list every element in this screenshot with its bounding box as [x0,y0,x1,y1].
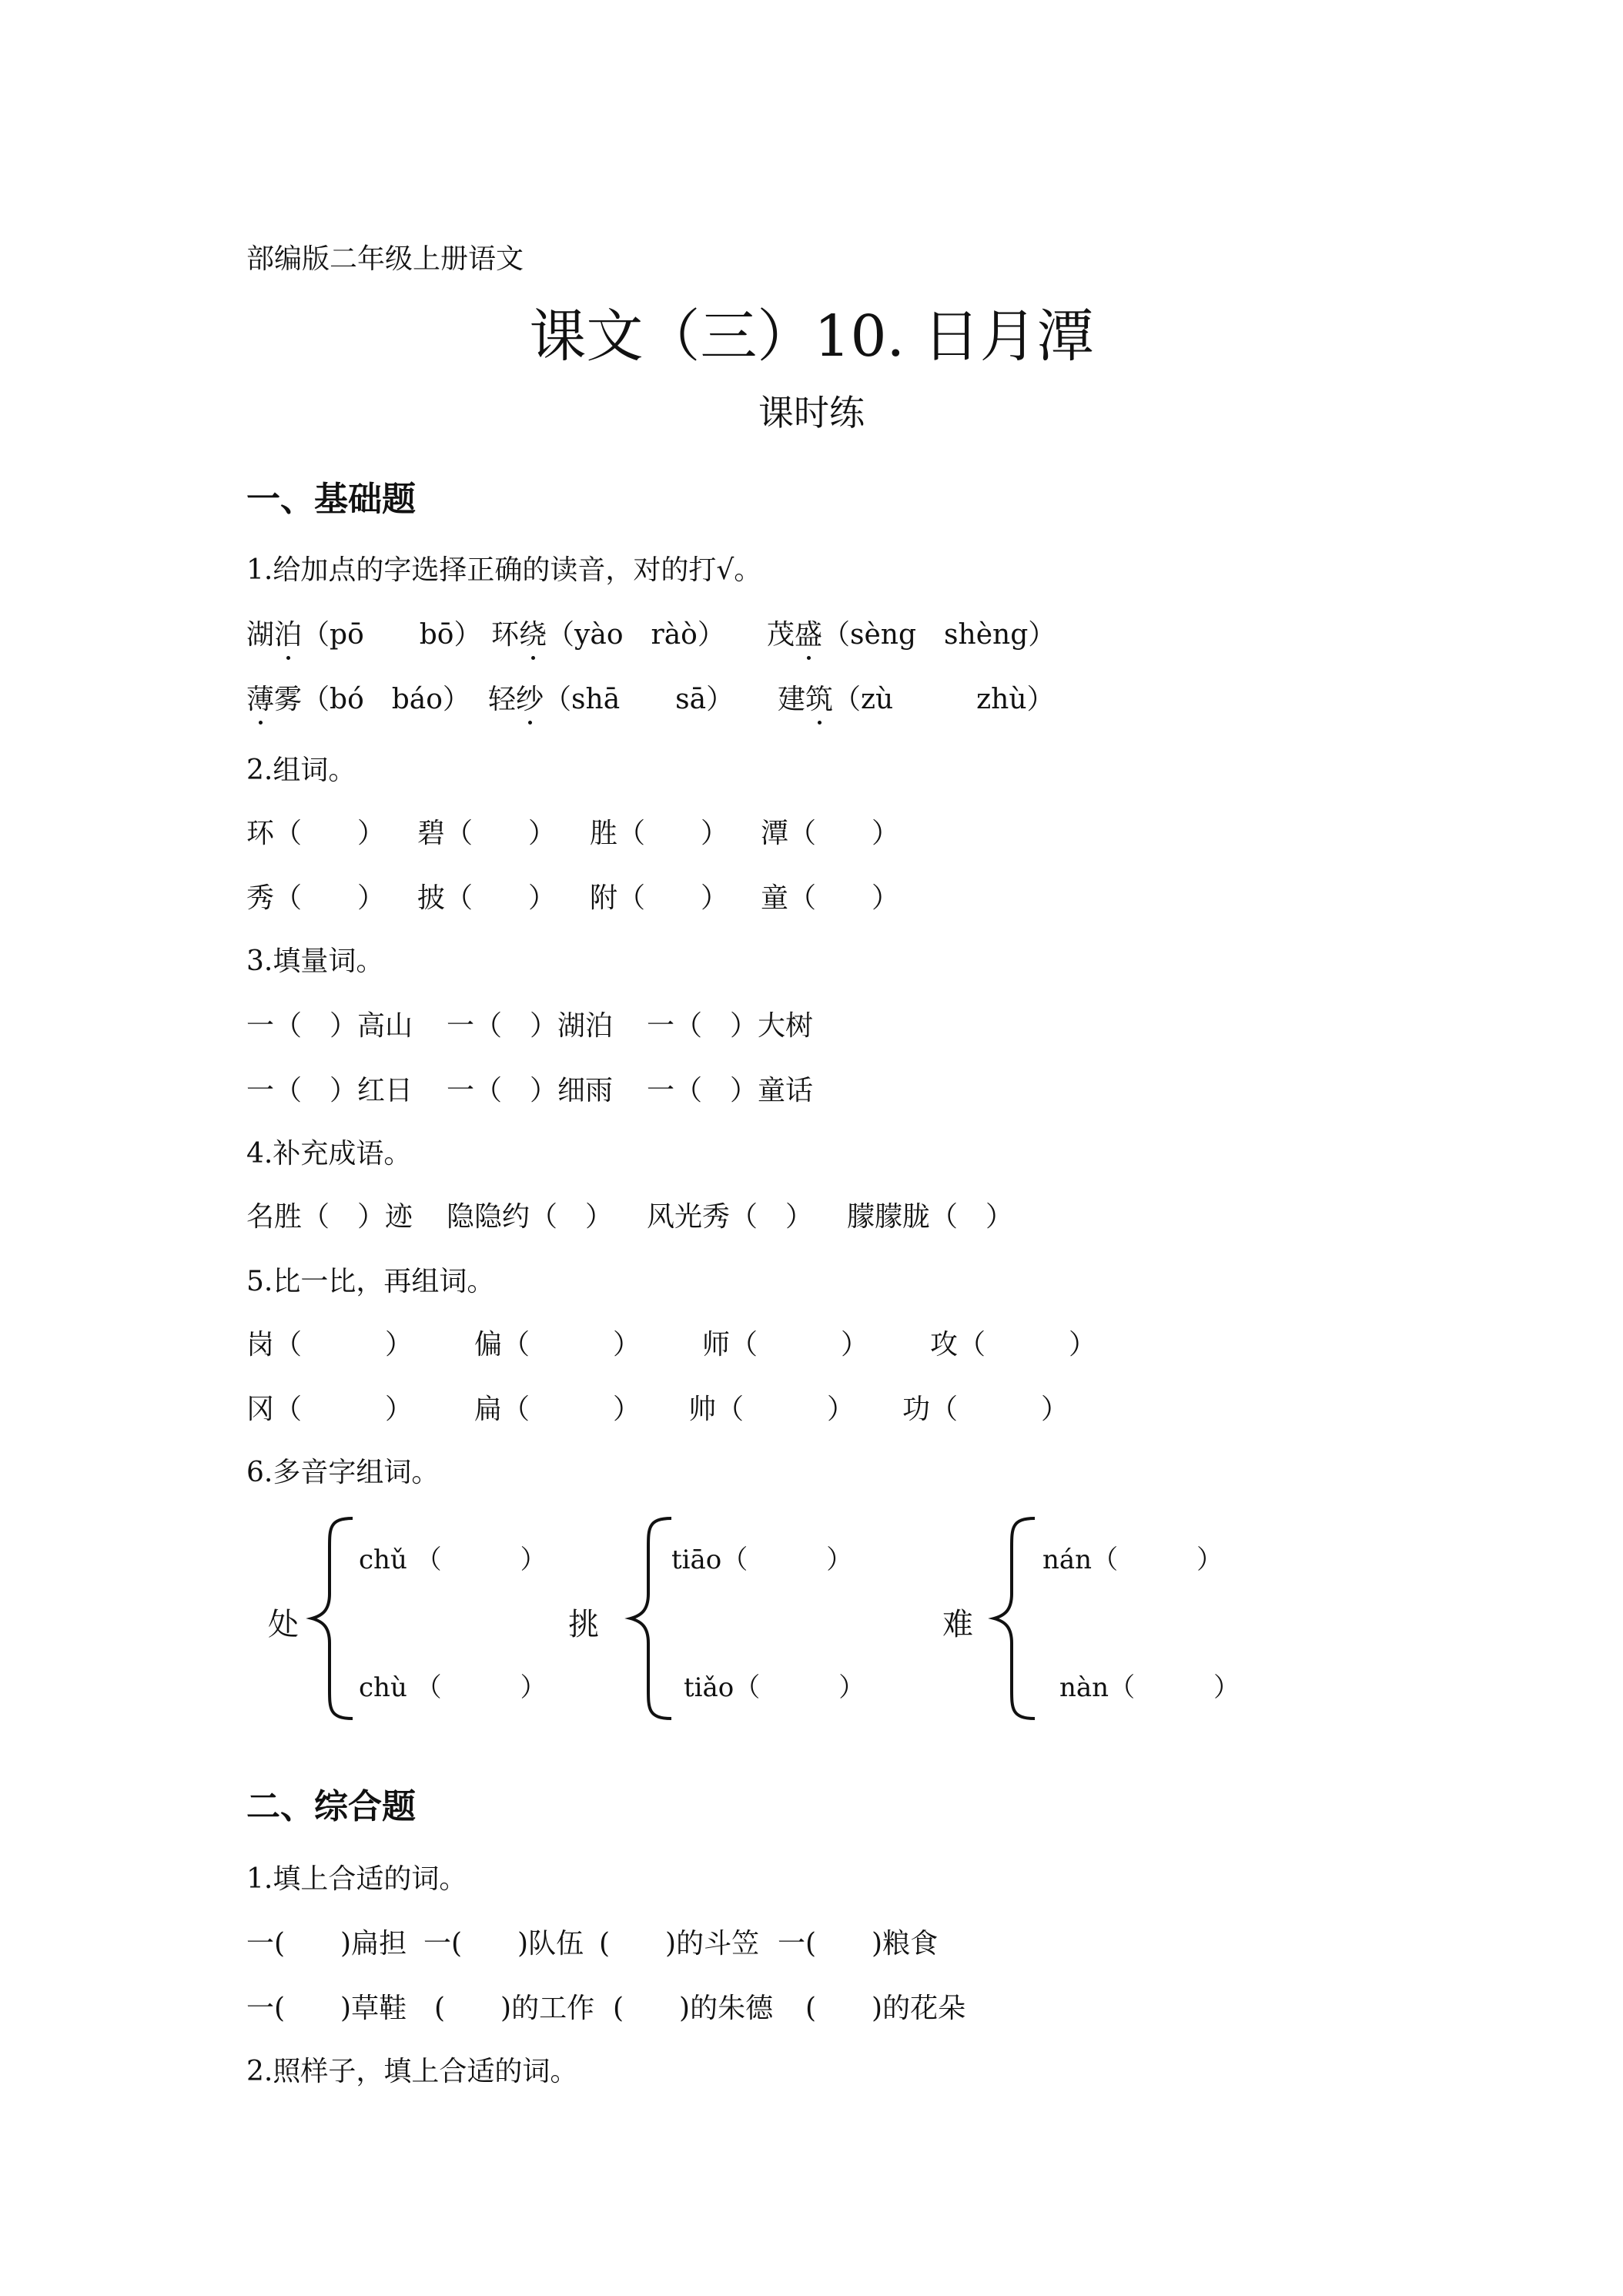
word-blank: 潭（ ） [761,818,900,849]
pinyin-item: 建筑（zù zhù） [778,678,1055,717]
word-blank: 秀（ ） [246,882,386,914]
idiom-blank: 风光秀（ ） [647,1201,814,1233]
compare-blank: 偏（ ） [474,1329,641,1361]
compare-blank: 扁（ ） [474,1394,641,1425]
fill-word-blank: ( )的朱德 [613,1993,774,2024]
left-brace [312,1518,353,1719]
measure-word-blank: 一（ ）高山 [246,1010,413,1042]
fill-word-blank: 一( )队伍 [423,1928,584,1960]
polyphone-reading: chù （ ） [359,1672,547,1703]
left-brace [994,1518,1035,1719]
page-title: 课文（三）10. 日月潭 [529,303,1094,370]
polyphone-reading: chǔ （ ） [359,1545,547,1575]
idiom-blank: 隐隐约（ ） [447,1201,614,1233]
fill-word-blank: 一( )扁担 [246,1928,407,1960]
question-6-prompt: 6.多音字组词。 [246,1457,440,1488]
question-1-prompt: 1.填上合适的词。 [246,1863,467,1895]
measure-word-blank: 一（ ）细雨 [447,1075,614,1106]
compare-blank: 帅（ ） [688,1394,855,1425]
pinyin-item: 轻纱（shā sā） [488,678,734,717]
compare-blank: 攻（ ） [930,1329,1097,1361]
page-subtitle: 课时练 [758,392,865,433]
question-1-prompt: 1.给加点的字选择正确的读音，对的打√。 [246,554,762,586]
word-blank: 环（ ） [246,818,386,849]
word-blank: 附（ ） [590,882,729,914]
section-title-basic: 一、基础题 [246,480,416,519]
compare-blank: 功（ ） [902,1394,1069,1425]
measure-word-blank: 一（ ）红日 [246,1075,413,1106]
compare-blank: 冈（ ） [246,1394,413,1425]
polyphone-char: 处 [268,1607,299,1642]
polyphone-char: 挑 [568,1607,599,1642]
fill-word-blank: 一( )粮食 [778,1928,939,1960]
compare-blank: 岗（ ） [246,1329,413,1361]
polyphone-reading: nàn（ ） [1059,1672,1240,1703]
question-3-prompt: 3.填量词。 [246,946,384,977]
question-2-prompt: 2.照样子，填上合适的词。 [246,2056,578,2087]
left-brace [631,1518,671,1719]
measure-word-blank: 一（ ）大树 [647,1010,814,1042]
polyphone-reading: tiāo（ ） [671,1545,853,1575]
measure-word-blank: 一（ ）湖泊 [447,1010,614,1042]
fill-word-blank: ( )的花朵 [805,1993,966,2024]
polyphone-reading: nán（ ） [1042,1545,1223,1575]
word-blank: 披（ ） [417,882,557,914]
idiom-blank: 名胜（ ）迹 [246,1201,413,1233]
pinyin-item: 环绕（yào ràò） [491,613,725,652]
section-title-comprehensive: 二、综合题 [246,1787,416,1826]
pinyin-item: 茂盛（sèng shèng） [767,613,1056,652]
fill-word-blank: 一( )草鞋 [246,1993,407,2024]
question-5-prompt: 5.比一比，再组词。 [246,1266,495,1297]
question-2-prompt: 2.组词。 [246,755,356,786]
polyphone-char: 难 [942,1607,973,1642]
question-4-prompt: 4.补充成语。 [246,1138,412,1170]
word-blank: 胜（ ） [590,818,729,849]
polyphone-reading: tiǎo（ ） [684,1672,865,1703]
fill-word-blank: ( )的工作 [434,1993,595,2024]
measure-word-blank: 一（ ）童话 [647,1075,814,1106]
word-blank: 碧（ ） [417,818,557,849]
pinyin-item: 薄雾（bó báo） [246,678,470,717]
fill-word-blank: ( )的斗笠 [599,1928,760,1960]
idiom-blank: 朦朦胧（ ） [847,1201,1014,1233]
compare-blank: 师（ ） [702,1329,869,1361]
word-blank: 童（ ） [761,882,900,914]
textbook-label: 部编版二年级上册语文 [246,243,524,275]
pinyin-item: 湖泊（pō bō） [246,613,481,652]
